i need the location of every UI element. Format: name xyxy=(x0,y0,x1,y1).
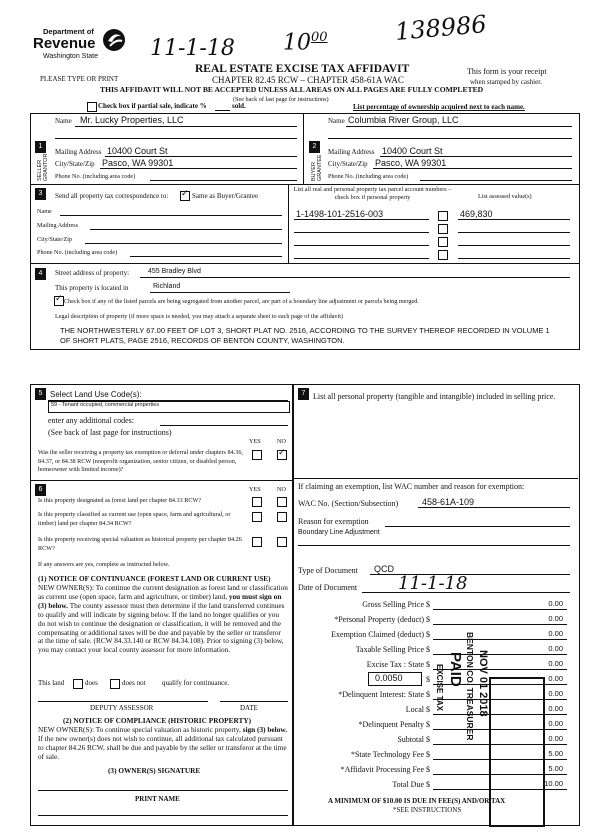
assessed-header: List assessed value(s) xyxy=(478,193,532,200)
segregated-checkbox[interactable] xyxy=(54,296,64,306)
if-any-yes: If any answers are yes, complete as instructed below. xyxy=(38,561,170,568)
paid-stamp-text xyxy=(435,632,501,772)
exemption-label: If claiming an exemption, list WAC number and reason for exemption: xyxy=(298,482,525,491)
wac-number[interactable]: 458-61A-109 xyxy=(422,497,475,507)
partial-sale-line xyxy=(215,110,230,111)
doc-date-line xyxy=(362,592,570,593)
seller-city-label: City/State/Zip xyxy=(55,160,95,168)
calc-label-excise-state: Excise Tax : State xyxy=(366,660,424,669)
stamp-date: NOV 01 2018 xyxy=(477,650,489,717)
s6-question-3: Is this property receiving special valuation as historical property per chapter 84.26 RCW? xyxy=(38,536,242,552)
handwritten-fee-cents: 00 xyxy=(311,30,328,45)
reason-line xyxy=(385,526,570,527)
s6-q3-yes-checkbox[interactable] xyxy=(252,537,262,547)
s6-q3-no-checkbox[interactable] xyxy=(277,537,287,547)
reason-value[interactable]: Boundary Line Adjustment xyxy=(298,529,380,536)
s5-q1-yes-checkbox[interactable] xyxy=(252,450,262,460)
form-title: REAL ESTATE EXCISE TAX AFFIDAVIT xyxy=(195,63,410,75)
doc-type[interactable]: QCD xyxy=(374,564,394,574)
calc-cur-total: $ xyxy=(426,780,430,789)
handwritten-date: 11-1-18 xyxy=(150,36,235,61)
notice-2-body xyxy=(38,726,288,762)
seller-mailing-line xyxy=(105,156,297,157)
calc-cur-tech-fee: $ xyxy=(426,750,430,759)
calc-cur-taxable: $ xyxy=(426,645,430,654)
buyer-mailing[interactable]: 10400 Court St xyxy=(382,146,443,156)
buyer-phone-label: Phone No. (including area code) xyxy=(328,173,409,180)
washington-state-text: Washington State xyxy=(43,53,98,60)
land-use-value: 59 - Tenant occupied, commercial properties xyxy=(51,402,160,408)
sold-label: sold. xyxy=(232,102,246,110)
seller-city-line xyxy=(100,168,297,169)
parcel-3-personal-checkbox[interactable] xyxy=(438,237,448,247)
dor-logo-icon xyxy=(101,27,127,53)
deputy-date-label: DATE xyxy=(240,704,258,712)
this-land-label: This land xyxy=(38,679,65,687)
s5-no-header: NO xyxy=(277,438,286,445)
deputy-date-line xyxy=(220,701,288,702)
section-6-number: 6 xyxy=(35,484,46,496)
s6-no-header: NO xyxy=(277,486,286,493)
calc-cur-gross: $ xyxy=(426,600,430,609)
print-name-line xyxy=(38,815,288,816)
calc-label-delinq-state: *Delinquent Interest: State xyxy=(338,690,424,699)
buyer-city[interactable]: Pasco, WA 99301 xyxy=(375,158,447,168)
seller-name-line xyxy=(75,126,297,127)
doc-date[interactable]: 11-1-18 xyxy=(398,573,468,594)
calc-value-tech-fee[interactable]: 5.00 xyxy=(548,749,563,758)
parcel-header: List all real and personal property tax parcel account numbers – check box if personal property xyxy=(293,186,452,201)
notice-1-bold: you must sign on (3) below. xyxy=(38,591,282,610)
s6-q2-no-checkbox[interactable] xyxy=(277,512,287,522)
buyer-city-label: City/State/Zip xyxy=(328,160,368,168)
section-7-number: 7 xyxy=(298,388,309,400)
please-type: PLEASE TYPE OR PRINT xyxy=(40,75,119,83)
legal-description[interactable]: THE NORTHWESTERLY 67.00 FEET OF LOT 3, SHORT PLAT NO. 2516, ACCORDING TO THE SURVEY THEREOF RECORDED IN VOLUME 1 OF SHORT PLATS, PAGE 2516, RECORDS OF BENTON COUNTY, WASHINGTON. xyxy=(60,326,550,345)
s5-see-back: (See back of last page for instructions) xyxy=(48,428,172,437)
receipt-line-2: when stamped by cashier. xyxy=(470,78,542,86)
seller-blank-line xyxy=(55,138,297,139)
s6-question-2: Is this property classified as current use (open space, farm and agricultural, or timber) land per chapter 84.34 RCW? xyxy=(38,511,231,527)
calc-label-exemption: Exemption Claimed (deduct) xyxy=(331,630,424,639)
s6-q1-yes-checkbox[interactable] xyxy=(252,497,262,507)
parcel-line-3 xyxy=(294,245,429,246)
calc-value-subtotal[interactable]: 0.00 xyxy=(548,734,563,743)
seller-name[interactable]: Mr. Lucky Properties, LLC xyxy=(80,115,184,125)
calc-label-total: Total Due xyxy=(392,780,424,789)
qualify-label: qualify for continuance. xyxy=(162,679,230,687)
assessed-line-4 xyxy=(458,258,570,259)
located-in-label: This property is located in xyxy=(55,284,129,292)
receipt-line-1: This form is your receipt xyxy=(467,67,547,76)
assessed-value-1[interactable]: 469,830 xyxy=(460,209,493,219)
buyer-blank-line xyxy=(328,138,572,139)
parcel-line-2 xyxy=(294,232,429,233)
s3-mailing-line xyxy=(90,229,282,230)
notice-1-p1: NEW OWNER(S): To continue the current designation as forest land or classification as current use (open space, farm and agriculture, or timber) land, xyxy=(38,583,288,601)
s5-question-1: Was the seller receiving a property tax exemption or deferral under chapters 84.36, 84.37, or 84.38 RCW (nonprofit organization, senior citizen, or disabled person, homeowner with limited income)? xyxy=(38,449,243,473)
deputy-assessor-label: DEPUTY ASSESSOR xyxy=(90,704,154,712)
land-does-not-label: does not xyxy=(122,679,146,687)
form-notice: THIS AFFIDAVIT WILL NOT BE ACCEPTED UNLESS ALL AREAS ON ALL PAGES ARE FULLY COMPLETED xyxy=(100,85,484,94)
minimum-due: A MINIMUM OF $10.00 IS DUE IN FEE(S) AND/OR TAX xyxy=(328,797,506,805)
calc-label-personal: *Personal Property (deduct) xyxy=(334,615,424,624)
header-see-back: (See back of last page for instructions) xyxy=(233,96,329,103)
calc-value-delinq-state[interactable]: 0.00 xyxy=(548,689,563,698)
s3-city-label: City/State/Zip xyxy=(37,236,73,243)
seller-city[interactable]: Pasco, WA 99301 xyxy=(102,158,174,168)
assessed-line-3 xyxy=(458,245,570,246)
s3-name-line xyxy=(60,215,282,216)
stamp-treasurer: BENTON CO. TREASURER xyxy=(465,632,475,741)
notice-2-title: (2) NOTICE OF COMPLIANCE (HISTORIC PROPERTY) xyxy=(63,716,252,725)
calc-cur-processing-fee: $ xyxy=(426,765,430,774)
buyer-city-line xyxy=(373,168,572,169)
calc-value-personal[interactable]: 0.00 xyxy=(548,614,563,623)
s3-city-line xyxy=(85,243,282,244)
s6-question-1: Is this property designated as forest land per chapter 84.33 RCW? xyxy=(38,497,202,504)
list-percentage: List percentage of ownership acquired next to each name. xyxy=(353,103,525,111)
buyer-name-label: Name xyxy=(328,117,345,125)
notice-1-p2: The county assessor must then determine if the land transferred continues to qualify and will indicate by signing below. If the land no longer qualifies or you do not wish to continue the designation or classification, it will be removed and the compensating or additional taxes will be due and payable by the seller or transferor at the time of sale. (RCW 84.33.140 or RCW 84.34.108). Prior to signing (3) below, you may contact your local county assessor for more information. xyxy=(38,600,285,655)
section-5-number: 5 xyxy=(35,388,46,400)
located-in[interactable]: Richland xyxy=(153,283,181,290)
additional-codes-line xyxy=(160,425,288,426)
owner-signature-title: (3) OWNER(S) SIGNATURE xyxy=(108,766,201,775)
segregated-label: Check box if any of the listed parcels are being segregated from another parcel, are part of a boundary line adjustment or parcels being merged. xyxy=(64,298,419,305)
see-instructions: *SEE INSTRUCTIONS xyxy=(393,806,462,814)
s3-phone-line xyxy=(130,256,282,257)
calc-cur-exemption: $ xyxy=(426,630,430,639)
section-4-number: 4 xyxy=(35,268,46,280)
same-as-buyer-checkbox[interactable] xyxy=(180,191,190,201)
section-1-number: 1 xyxy=(35,141,46,153)
buyer-mailing-label: Mailing Address xyxy=(328,148,375,156)
handwritten-fee-main: 10 xyxy=(283,30,311,56)
calc-cur-excise-state: $ xyxy=(426,660,430,669)
s3-phone-label: Phone No. (including area code) xyxy=(37,249,118,256)
s6-q2-yes-checkbox[interactable] xyxy=(252,512,262,522)
wac-line xyxy=(418,507,570,508)
parcel-line-1 xyxy=(294,219,429,220)
select-land-use-label: Select Land Use Code(s): xyxy=(50,390,142,399)
handwritten-number: 138986 xyxy=(393,10,488,46)
calc-label-delinq-local: Local xyxy=(405,705,424,714)
parcel-2-personal-checkbox[interactable] xyxy=(438,224,448,234)
calc-value-processing-fee[interactable]: 5.00 xyxy=(548,764,563,773)
calc-line-personal xyxy=(433,624,567,625)
additional-codes-label: enter any additional codes: xyxy=(48,416,134,425)
seller-name-label: Name xyxy=(55,117,72,125)
s3-mailing-label: Mailing Address xyxy=(37,222,79,229)
calc-label-processing-fee: *Affidavit Processing Fee xyxy=(340,765,424,774)
located-in-line xyxy=(150,292,290,293)
notice-1-title: (1) NOTICE OF CONTINUANCE (FOREST LAND OR CURRENT USE) xyxy=(38,574,271,583)
parcel-1-personal-checkbox[interactable] xyxy=(438,211,448,221)
street-address[interactable]: 455 Bradley Blvd xyxy=(148,268,201,275)
calc-value-gross[interactable]: 0.00 xyxy=(548,599,563,608)
s6-top-line xyxy=(30,480,292,481)
calc-cur-excise-local: $ xyxy=(426,675,430,684)
calc-value-exemption[interactable]: 0.00 xyxy=(548,629,563,638)
seller-grantor-label: SELLER GRANTOR xyxy=(37,153,49,181)
s6-yes-header: YES xyxy=(249,486,261,493)
dor-logo xyxy=(33,27,133,67)
s5-yes-header: YES xyxy=(249,438,261,445)
buyer-name[interactable]: Columbia River Group, LLC xyxy=(348,115,459,125)
stamp-excise: EXCISE TAX xyxy=(435,664,444,711)
assessed-line-2 xyxy=(458,232,570,233)
seller-phone-line xyxy=(150,180,297,181)
reason-line-2 xyxy=(298,545,570,546)
reason-label: Reason for exemption xyxy=(298,517,369,526)
land-does-checkbox[interactable] xyxy=(73,679,83,689)
parcel-4-personal-checkbox[interactable] xyxy=(438,250,448,260)
calc-cur-personal: $ xyxy=(426,615,430,624)
revenue-text: Revenue xyxy=(33,35,96,52)
street-address-label: Street address of property: xyxy=(55,269,130,277)
handwritten-fee xyxy=(283,30,328,55)
calc-label-penalty: *Delinquent Penalty xyxy=(358,720,424,729)
land-does-not-checkbox[interactable] xyxy=(110,679,120,689)
seller-mailing-label: Mailing Address xyxy=(55,148,102,156)
calc-label-gross: Gross Selling Price xyxy=(362,600,424,609)
calc-label-tech-fee: *State Technology Fee xyxy=(350,750,424,759)
local-rate: 0.0050 xyxy=(375,673,403,683)
street-address-line xyxy=(140,277,570,278)
calc-label-taxable: Taxable Selling Price xyxy=(355,645,424,654)
s5-q1-no-checkbox[interactable] xyxy=(277,450,287,460)
buyer-name-line xyxy=(346,126,572,127)
calc-value-excise-local[interactable]: 0.00 xyxy=(548,674,563,683)
doc-date-label: Date of Document xyxy=(298,583,358,592)
calc-cur-subtotal: $ xyxy=(426,735,430,744)
calc-value-taxable[interactable]: 0.00 xyxy=(548,644,563,653)
form-subtitle: CHAPTER 82.45 RCW – CHAPTER 458-61A WAC xyxy=(212,75,404,85)
notice-1-body xyxy=(38,584,288,655)
land-does-label: does xyxy=(85,679,98,687)
doc-type-label: Type of Document xyxy=(298,566,358,575)
calc-line-gross xyxy=(433,609,567,610)
s7-divider xyxy=(292,478,578,479)
buyer-mailing-line xyxy=(380,156,572,157)
s6-q1-no-checkbox[interactable] xyxy=(277,497,287,507)
send-correspondence-label: Send all property tax correspondence to: xyxy=(55,192,169,200)
owner-signature-line xyxy=(38,790,288,791)
parcel-number-1[interactable]: 1-1498-101-2516-003 xyxy=(296,209,384,219)
partial-sale-checkbox[interactable] xyxy=(87,102,97,112)
notice-2-bold: sign (3) below. xyxy=(242,725,288,734)
calc-label-subtotal: Subtotal xyxy=(397,735,424,744)
partial-sale-label: Check box if partial sale, indicate % xyxy=(98,102,207,110)
calc-value-penalty[interactable]: 0.00 xyxy=(548,719,563,728)
wac-label: WAC No. (Section/Subsection) xyxy=(298,499,399,508)
same-as-buyer-label: Same as Buyer/Grantee xyxy=(192,192,259,200)
calc-value-delinq-local[interactable]: 0.00 xyxy=(548,704,563,713)
seller-phone-label: Phone No. (including area code) xyxy=(55,173,136,180)
s3-name-label: Name xyxy=(37,208,52,215)
seller-mailing[interactable]: 10400 Court St xyxy=(107,146,168,156)
calc-cur-delinq-local: $ xyxy=(426,705,430,714)
calc-value-excise-state[interactable]: 0.00 xyxy=(548,659,563,668)
buyer-phone-line xyxy=(420,180,572,181)
dept-of-text: Department of xyxy=(43,27,94,36)
parcel-line-4 xyxy=(294,258,429,259)
calc-value-total[interactable]: 10.00 xyxy=(544,779,563,788)
stamp-paid: PAID xyxy=(447,652,464,687)
assessed-line-1 xyxy=(458,219,570,220)
section-3-number: 3 xyxy=(35,188,46,200)
section-2-number: 2 xyxy=(309,141,320,153)
calc-cur-penalty: $ xyxy=(426,720,430,729)
deputy-sig-line xyxy=(38,701,208,702)
notice-2-p2: If the new owner(s) does not wish to continue, all additional tax calculated pursuant to chapter 84.26 RCW, shall be due and payable by the seller or transferor at the time of sale. xyxy=(38,733,287,761)
notice-2-p1: NEW OWNER(S): To continue special valuation as historic property, xyxy=(38,725,241,734)
personal-property-label: List all personal property (tangible and intangible) included in selling price. xyxy=(313,392,556,401)
buyer-grantee-label: BUYER GRANTEE xyxy=(311,154,323,181)
section-1-2-divider xyxy=(303,113,304,184)
section-3-divider xyxy=(288,184,289,263)
print-name-label: PRINT NAME xyxy=(135,795,180,803)
legal-description-label: Legal description of property (if more space is needed, you may attach a separate sheet to each page of the affidavit) xyxy=(55,313,343,320)
calc-cur-delinq-state: $ xyxy=(426,690,430,699)
